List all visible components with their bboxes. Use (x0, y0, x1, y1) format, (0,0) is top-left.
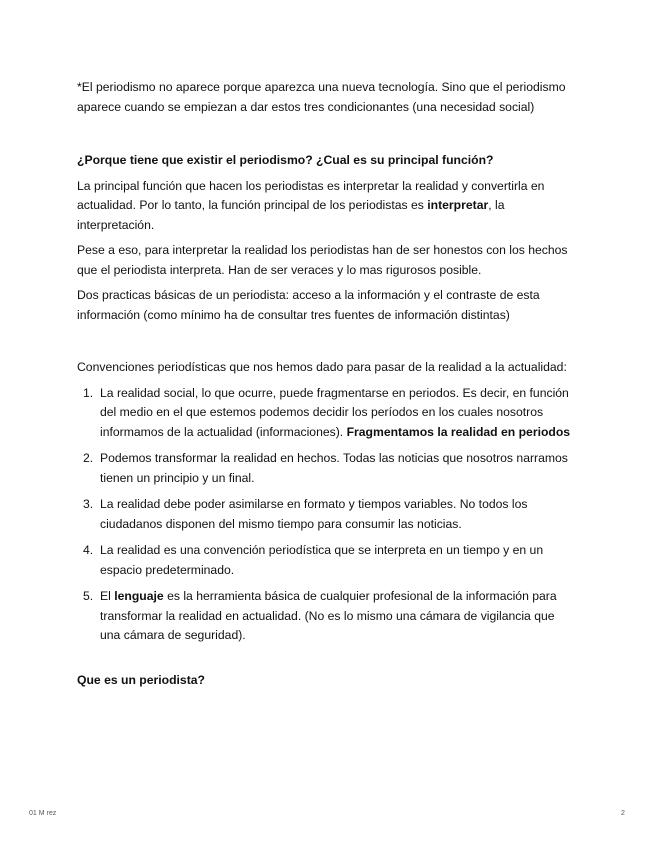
list-number: 2. (83, 451, 94, 465)
paragraph-practices: Dos practicas básicas de un periodista: acceso a la información y el contraste de esta información (como mínimo ha de consultar tres fuentes de información distintas) (77, 288, 540, 322)
list-number: 1. (83, 385, 94, 400)
list-number: 3. (83, 497, 94, 511)
page-content (77, 78, 577, 690)
paragraph-text: , la interpretación. (77, 198, 505, 232)
list-bold-text: lenguaje (114, 589, 164, 603)
list-item (77, 541, 577, 580)
list-item (77, 587, 577, 646)
paragraph-function (77, 177, 577, 236)
list-number: 4. (83, 543, 94, 557)
list-text: La realidad es una convención periodística que se interpreta en un tiempo y en un espacio predeterminado. (100, 543, 544, 577)
list-text: es la herramienta básica de cualquier profesional de la información para transformar la realidad en actualidad. (No es lo mismo una cámara de vigilancia que una cámara de seguridad). (100, 589, 557, 642)
section-heading-function: ¿Porque tiene que existir el periodismo? ¿Cual es su principal función? (77, 153, 494, 167)
bold-term-interpretar: interpretar (427, 198, 489, 212)
paragraph-text: La principal función que hacen los periodistas es interpretar la realidad y convertirla en actualidad. Por lo tanto, la función principal de los periodistas es (77, 178, 545, 212)
conventions-intro: Convenciones periodísticas que nos hemos dado para pasar de la realidad a la actualidad: (77, 360, 567, 374)
page-number: 2 (621, 810, 625, 817)
list-text: La realidad debe poder asimilarse en formato y tiempos variables. No todos los ciudadanos disponen del mismo tiempo para consumir las noticias. (100, 497, 528, 531)
list-item (77, 384, 577, 443)
paragraph-honesty: Pese a eso, para interpretar la realidad los periodistas han de ser honestos con los hechos que el periodista interpreta. Han de ser veraces y lo mas rigurosos posible. (77, 243, 568, 277)
footer-left-text: 01 M rez (29, 810, 57, 817)
list-text: La realidad social, lo que ocurre, puede fragmentarse en periodos. Es decir, en función del medio en el que estemos podemos decidir los períodos en los cuales nosotros informamos de la actualidad (informaciones). (100, 385, 569, 439)
list-item (77, 495, 577, 534)
list-bold-text: Fragmentamos la realidad en periodos (346, 424, 571, 439)
list-text: Podemos transformar la realidad en hechos. Todas las noticias que nosotros narramos tienen un principio y un final. (100, 451, 568, 485)
list-item (77, 449, 577, 488)
intro-paragraph: *El periodismo no aparece porque aparezca una nueva tecnología. Sino que el periodismo aparece cuando se empiezan a dar estos tres condicionantes (una necesidad social) (77, 80, 566, 114)
list-number: 5. (83, 589, 94, 603)
list-text: El (100, 589, 115, 603)
section-heading-periodista: Que es un periodista? (77, 672, 205, 687)
conventions-list (77, 384, 577, 646)
